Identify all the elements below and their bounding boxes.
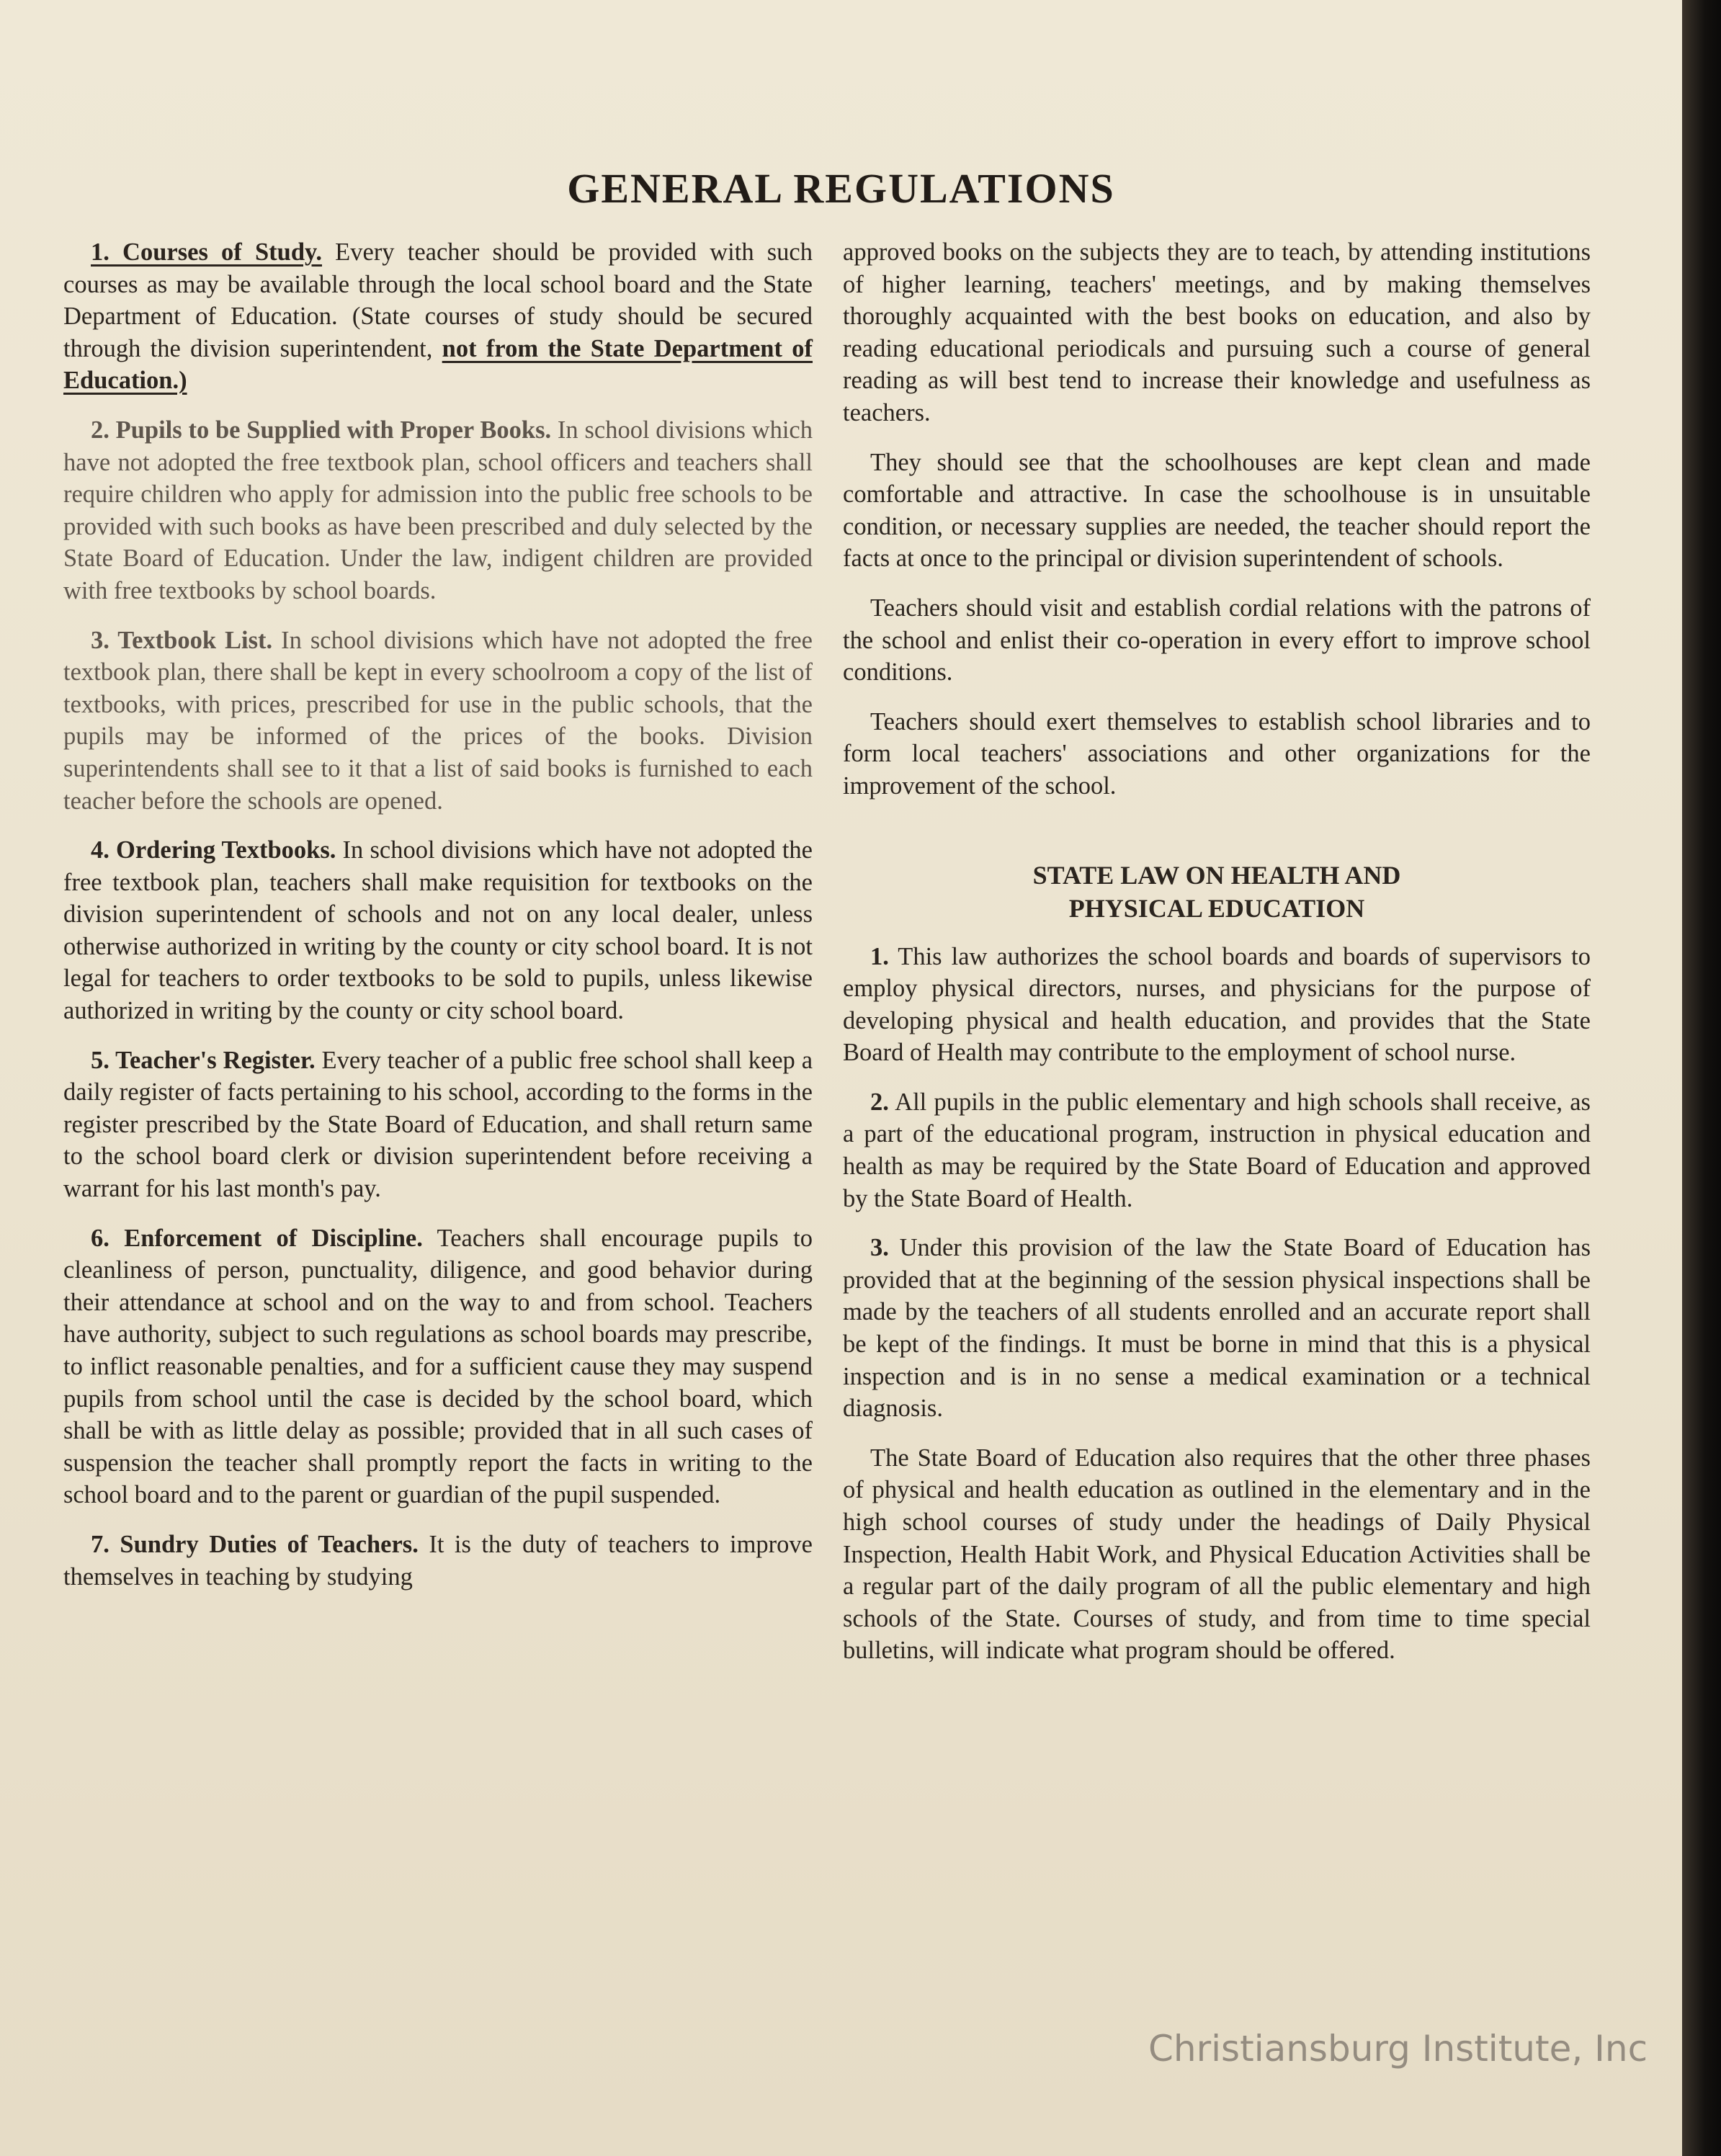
- page-title: GENERAL REGULATIONS: [567, 165, 1115, 212]
- regulation-1: [63, 236, 813, 397]
- regulation-heading: 6. Enforcement of Discipline.: [91, 1224, 423, 1252]
- regulation-emphasis: not from the State Department of Education.): [63, 334, 813, 395]
- duties-paragraph: They should see that the schoolhouses are kept clean and made comfortable and attractive. In case the schoolhouse is in unsuitable condition, or necessary supplies are needed, the teacher should report the facts at once to the principal or division superintendent of schools.: [843, 448, 1591, 573]
- regulation-text: Teachers shall encourage pupils to cleanliness of person, punctuality, diligence, and good behavior during their attendance at school and on the way to and from school. Teachers have authority, subject to such regulations as school boards may prescribe, to inflict reasonable penalties, and for a sufficient cause they may suspend pupils from school until the case is decided by the school board, which shall be with as little delay as possible; provided that in all such cases of suspension the teacher shall promptly report the facts in writing to the school board and to the parent or guardian of the pupil suspended.: [63, 1224, 813, 1509]
- regulation-5: [63, 1045, 813, 1205]
- regulation-7: [63, 1529, 813, 1593]
- regulation-text: In school divisions which have not adopted the free textbook plan, teachers shall make requisition for textbooks on the division superintendent of schools and not on any local dealer, unless otherwise authorized in writing by the county or city school board. It is not legal for teachers to order textbooks to be sold to pupils, unless likewise authorized in writing by the county or city school board.: [63, 836, 813, 1025]
- regulation-3: [63, 625, 813, 818]
- item-number: 2.: [870, 1088, 889, 1116]
- regulation-text: Every teacher of a public free school shall keep a daily register of facts pertaining to his school, according to the forms in the register prescribed by the State Board of Education, and shall return same to the school board clerk or division superintendent before receiving a warrant for his last month's pay.: [63, 1046, 813, 1203]
- right-column: [843, 236, 1591, 1684]
- regulation-2: [63, 414, 813, 607]
- regulation-text: In school divisions which have not adopted the free textbook plan, school officers and teachers shall require children who apply for admission into the public free schools to be provided with such books as have been prescribed and duly selected by the State Board of Education. Under the law, indigent children are provided with free textbooks by school boards.: [63, 416, 813, 604]
- regulation-text: In school divisions which have not adopted the free textbook plan, there shall be kept in every schoolroom a copy of the list of textbooks, with prices, prescribed for use in the public schools, that the pupils may be informed of the prices of the books. Division superintendents shall see to it that a list of said books is furnished to each teacher before the schools are opened.: [63, 626, 813, 815]
- duties-paragraph: Teachers should visit and establish cordial relations with the patrons of the school and enlist their co-operation in every effort to improve school conditions.: [843, 594, 1591, 686]
- regulation-heading: 2. Pupils to be Supplied with Proper Books.: [91, 416, 552, 444]
- regulation-text: It is the duty of teachers to improve themselves in teaching by studying: [63, 1530, 813, 1591]
- closing-paragraph: The State Board of Education also requires that the other three phases of physical and health education as outlined in the elementary and in the high school courses of study under the headings of Daily Physical Inspection, Health Habit Work, and Physical Education Activities shall be a regular part of the daily program of all the public elementary and high schools of the State. Courses of study, and from time to time special bulletins, will indicate what program should be offered.: [843, 1444, 1591, 1665]
- health-item-1: [843, 941, 1591, 1069]
- regulation-heading: 3. Textbook List.: [91, 626, 273, 654]
- health-item-3: [843, 1232, 1591, 1425]
- regulation-heading: 5. Teacher's Register.: [91, 1046, 316, 1074]
- page-edge-shadow: [1682, 0, 1721, 2156]
- regulation-text: Every teacher should be provided with such courses as may be available through the local school board and the State Department of Education. (State courses of study should be secured through the division superintendent,: [63, 238, 813, 362]
- item-text: Under this provision of the law the State Board of Education has provided that at the beginning of the session physical inspections shall be made by the teachers of all students enrolled and an accurate report shall be kept of the findings. It must be borne in mind that this is a physical inspection and is in no sense a medical examination or a technical diagnosis.: [843, 1234, 1591, 1423]
- regulation-4: [63, 834, 813, 1027]
- section-heading-line: PHYSICAL EDUCATION: [1068, 893, 1365, 923]
- regulation-heading: 7. Sundry Duties of Teachers.: [91, 1530, 419, 1558]
- left-column: [63, 236, 813, 1610]
- section-heading-line: STATE LAW ON HEALTH AND: [1032, 860, 1401, 890]
- item-number: 3.: [870, 1234, 889, 1262]
- watermark: Christiansburg Institute, Inc: [1148, 2028, 1648, 2070]
- item-text: All pupils in the public elementary and high schools shall receive, as a part of the educational program, instruction in physical education and health as may be required by the State Board of Education and approved by the State Board of Health.: [843, 1088, 1591, 1212]
- regulation-heading: 1. Courses of Study.: [91, 238, 322, 266]
- health-item-2: [843, 1086, 1591, 1215]
- item-text: This law authorizes the school boards and boards of supervisors to employ physical directors, nurses, and physicians for the purpose of developing physical and health education, and provides that the State Board of Health may contribute to the employment of school nurse.: [843, 942, 1591, 1067]
- regulation-heading: 4. Ordering Textbooks.: [91, 836, 336, 864]
- regulation-6: [63, 1222, 813, 1511]
- duties-paragraph: Teachers should exert themselves to establish school libraries and to form local teachers' associations and other organizations for the improvement of the school.: [843, 707, 1591, 800]
- item-number: 1.: [870, 942, 889, 970]
- section-heading: [843, 859, 1591, 925]
- regulation-7-continuation: approved books on the subjects they are to teach, by attending institutions of higher learning, teachers' meetings, and by making themselves thoroughly acquainted with the best books on education, and also by reading educational periodicals and pursuing such a course of general reading as will best tend to increase their knowledge and usefulness as teachers.: [843, 238, 1591, 426]
